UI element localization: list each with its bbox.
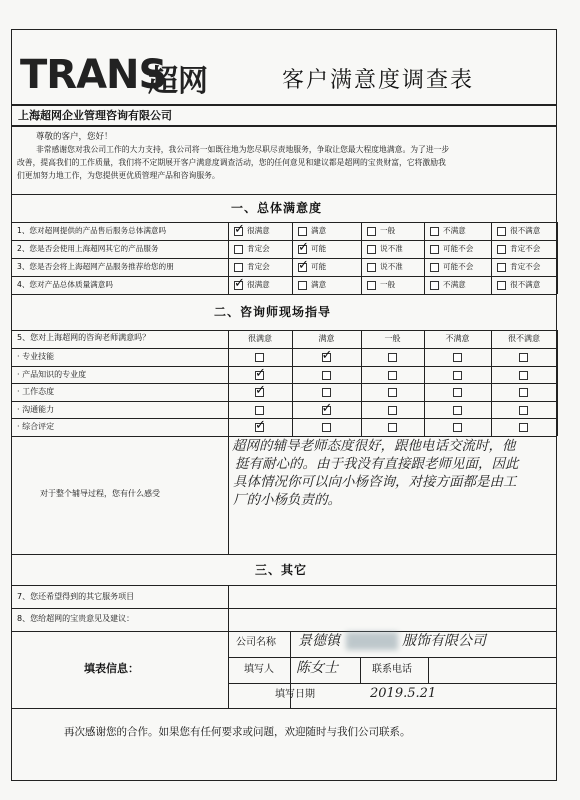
s1-col-line: [292, 240, 293, 258]
option-label: 很不满意: [510, 226, 541, 235]
checkbox[interactable]: [322, 423, 331, 432]
intro-line-1: 非常感谢您对我公司工作的大力支持，我公司将一如既往地为您尽职尽责地服务，争取让您最大程度地满意。为了进一步: [36, 145, 450, 154]
rating-row-label: · 专业技能: [17, 352, 55, 361]
checkbox[interactable]: [519, 353, 528, 362]
s2-col-line: [557, 418, 558, 436]
option-label: 可能不会: [443, 244, 474, 253]
s1-col-line: [228, 240, 229, 258]
s1-col-line: [228, 222, 229, 240]
option-label: 很不满意: [510, 280, 541, 289]
rating-header: 很不满意: [508, 334, 540, 343]
s1-col-line: [228, 276, 229, 294]
checkbox[interactable]: [497, 227, 506, 236]
s2-col-line: [292, 401, 293, 419]
checkbox[interactable]: [430, 227, 439, 236]
checkbox[interactable]: [234, 245, 243, 254]
s2-col-line: [228, 401, 229, 419]
check-mark-icon: ✓: [298, 258, 309, 273]
date-value: 2019.5.21: [370, 686, 437, 701]
s2-col-line: [424, 348, 425, 366]
checkbox[interactable]: [234, 263, 243, 272]
feeling-line-3: 具体情况你可以向小杨咨询，对接方面都是由工: [233, 474, 517, 490]
s2-col-line: [557, 366, 558, 384]
question-5: 5、您对上海超网的咨询老师满意吗？: [17, 333, 151, 342]
s1-col-line: [424, 222, 425, 240]
s1-col-line: [292, 276, 293, 294]
option-label: 肯定会: [247, 262, 270, 271]
s2-head-line: [11, 348, 557, 349]
checkbox[interactable]: [255, 406, 264, 415]
s2-col-line: [292, 348, 293, 366]
s2-col-line: [228, 348, 229, 366]
rating-row-label: · 沟通能力: [17, 404, 55, 414]
checkbox[interactable]: [453, 406, 462, 415]
phone-label: 联系电话: [372, 664, 412, 675]
rating-header: 不满意: [445, 334, 470, 343]
s1-col-line: [557, 240, 558, 258]
checkbox[interactable]: [298, 281, 307, 290]
s1-col-line: [361, 240, 362, 258]
check-mark-icon: ✓: [234, 276, 245, 291]
company-label: 公司名称: [236, 637, 276, 648]
checkbox[interactable]: [255, 353, 264, 362]
s1-col-line: [557, 276, 558, 294]
s1-col-line: [361, 276, 362, 294]
s1-col-line: [557, 258, 558, 276]
checkbox[interactable]: [497, 263, 506, 272]
rating-header: 满意: [318, 334, 335, 343]
option-label: 满意: [311, 280, 327, 289]
s2-row-line: [11, 418, 557, 419]
s1-col-line: [491, 240, 492, 258]
option-label: 不满意: [443, 226, 466, 235]
s1-col-line: [228, 258, 229, 276]
s2-col-line: [228, 366, 229, 384]
checkbox[interactable]: [388, 388, 397, 397]
checkbox[interactable]: [453, 423, 462, 432]
s2-col-line: [292, 330, 293, 348]
s2-col-line: [361, 401, 362, 419]
s2-col-line: [491, 348, 492, 366]
filler-value: 陈女士: [296, 660, 338, 676]
option-label: 肯定会: [247, 244, 270, 253]
greeting: 尊敬的客户，您好！: [36, 132, 113, 142]
s2-col-line: [557, 348, 558, 366]
s2-col-line: [424, 401, 425, 419]
option-label: 可能: [311, 262, 327, 271]
s1-question: 3、您是否会将上海超网产品服务推荐给您的朋: [17, 262, 174, 271]
question-7: 7、您还希望得到的其它服务项目: [17, 592, 135, 601]
checkbox[interactable]: [322, 371, 331, 380]
check-mark-icon: ✓: [255, 383, 266, 398]
checkbox[interactable]: [453, 353, 462, 362]
checkbox[interactable]: [453, 388, 462, 397]
s2-row-line: [11, 436, 557, 437]
filler-label: 填写人: [244, 664, 274, 675]
section3-title: 三、其它: [255, 563, 308, 577]
checkbox[interactable]: [322, 388, 331, 397]
s2-col-line: [292, 383, 293, 401]
header-divider: [11, 104, 557, 106]
s1-col-line: [361, 222, 362, 240]
form-title: 客户满意度调查表: [282, 68, 475, 93]
s2-col-line: [424, 330, 425, 348]
option-label: 肯定不会: [510, 262, 541, 271]
s1-row-line: [11, 258, 557, 259]
checkbox[interactable]: [497, 245, 506, 254]
section1-title: 一、总体满意度: [231, 201, 323, 215]
s2-row-line: [11, 366, 557, 367]
s2-col-line: [228, 330, 229, 348]
intro-line-3: 们更加努力地工作，为您提供更优质管理产品和咨询服务。: [17, 171, 220, 180]
rating-row-label: · 产品知识的专业度: [17, 369, 87, 379]
s2-row-line: [11, 383, 557, 384]
s2-col-line: [361, 366, 362, 384]
checkbox[interactable]: [430, 263, 439, 272]
checkbox[interactable]: [388, 423, 397, 432]
s2-col-line: [292, 366, 293, 384]
s1-col-line: [491, 276, 492, 294]
feeling-label: 对于整个辅导过程，您有什么感受: [40, 489, 160, 498]
s2-col-line: [292, 418, 293, 436]
s2-col-line: [491, 418, 492, 436]
s1-col-line: [424, 240, 425, 258]
s2-col-line: [491, 330, 492, 348]
option-label: 说不准: [380, 244, 403, 253]
checkbox[interactable]: [453, 371, 462, 380]
checkbox[interactable]: [367, 263, 376, 272]
s1-row-line: [11, 240, 557, 241]
feeling-line-1: 超网的辅导老师态度很好，跟他电话交流时，他: [232, 438, 516, 454]
option-label: 很满意: [247, 226, 270, 235]
s2-col-line: [557, 401, 558, 419]
s2-col-line: [228, 418, 229, 436]
s2-col-line: [361, 383, 362, 401]
check-mark-icon: ✓: [298, 240, 309, 255]
option-label: 可能不会: [443, 262, 474, 271]
checkbox[interactable]: [298, 227, 307, 236]
s2-col-line: [491, 401, 492, 419]
company-value-a: 景德镇: [298, 633, 340, 649]
checkbox[interactable]: [430, 281, 439, 290]
s1-question: 1、您对超网提供的产品售后服务总体满意吗: [17, 226, 167, 235]
checkbox[interactable]: [519, 371, 528, 380]
checkbox[interactable]: [388, 353, 397, 362]
s2-col-line: [361, 348, 362, 366]
s1-col-line: [424, 276, 425, 294]
checkbox[interactable]: [497, 281, 506, 290]
checkbox[interactable]: [367, 281, 376, 290]
option-label: 很满意: [247, 280, 270, 289]
feeling-line-4: 厂的小杨负责的。: [233, 492, 341, 508]
checkbox[interactable]: [519, 388, 528, 397]
check-mark-icon: ✓: [255, 365, 266, 381]
s2-col-line: [424, 366, 425, 384]
s1-row-line: [11, 294, 557, 295]
s1-col-line: [491, 222, 492, 240]
s2-col-line: [491, 383, 492, 401]
rating-header: 很满意: [248, 334, 272, 343]
option-label: 一般: [380, 280, 396, 289]
redaction-blur: [346, 632, 398, 650]
s1-question: 2、您是否会使用上海超网其它的产品服务: [17, 244, 159, 253]
check-mark-icon: ✓: [234, 222, 245, 237]
option-label: 肯定不会: [510, 244, 541, 253]
s1-col-line: [361, 258, 362, 276]
s2-col-line: [361, 418, 362, 436]
check-mark-icon: ✓: [321, 400, 333, 416]
option-label: 可能: [311, 244, 327, 253]
s1-col-line: [557, 222, 558, 240]
checkbox[interactable]: [519, 423, 528, 432]
footer-thanks: 再次感谢您的合作。如果您有任何要求或问题，欢迎随时与我们公司联系。: [64, 726, 411, 738]
checkbox[interactable]: [367, 245, 376, 254]
fill-info-label: 填表信息：: [84, 662, 139, 675]
s2-col-line: [491, 366, 492, 384]
s2-col-line: [424, 418, 425, 436]
feeling-line-2: 挺有耐心的。由于我没有直接跟老师见面，因此: [235, 456, 519, 472]
checkbox[interactable]: [367, 227, 376, 236]
s2-row-line: [11, 401, 557, 402]
question-8: 8、您给超网的宝贵意见及建议：: [17, 614, 135, 623]
s2-col-line: [557, 330, 558, 348]
check-mark-icon: ✓: [321, 348, 333, 363]
s2-col-line: [557, 383, 558, 401]
s2-col-line: [424, 383, 425, 401]
s2-col-line: [228, 383, 229, 401]
checkbox[interactable]: [388, 406, 397, 415]
option-label: 满意: [311, 226, 327, 235]
rating-row-label: · 工作态度: [17, 387, 55, 396]
option-label: 不满意: [443, 280, 466, 289]
checkbox[interactable]: [519, 406, 528, 415]
option-label: 说不准: [380, 262, 403, 271]
checkbox[interactable]: [388, 371, 397, 380]
logo-chinese: 超网: [148, 64, 208, 99]
s1-row-line: [11, 276, 557, 277]
check-mark-icon: ✓: [255, 418, 266, 433]
company-value-b: 服饰有限公司: [402, 633, 486, 649]
rating-header: 一般: [384, 334, 401, 343]
company-name: 上海超网企业管理咨询有限公司: [18, 109, 172, 122]
option-label: 一般: [380, 226, 396, 235]
section2-title: 二、咨询师现场指导: [214, 305, 332, 319]
rating-row-label: · 综合评定: [17, 422, 55, 431]
date-label: 填写日期: [275, 689, 315, 700]
checkbox[interactable]: [430, 245, 439, 254]
s1-col-line: [292, 258, 293, 276]
s1-col-line: [424, 258, 425, 276]
s1-question: 4、您对产品总体质量满意吗: [17, 280, 113, 289]
s2-col-line: [361, 330, 362, 348]
intro-line-2: 改善，提高我们的工作质量，我们将不定期展开客户满意度调查活动，您的任何意见和建议都是超网的宝贵财富，它将激励我: [17, 158, 446, 167]
s1-col-line: [292, 222, 293, 240]
s1-col-line: [491, 258, 492, 276]
logo-wordmark: TRANS: [20, 52, 167, 98]
